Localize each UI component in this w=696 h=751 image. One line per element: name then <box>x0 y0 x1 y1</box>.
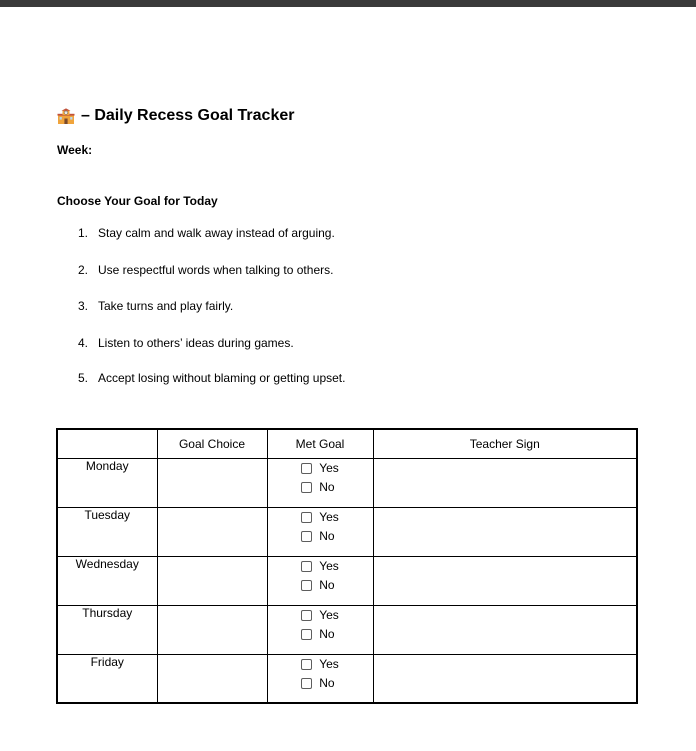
no-option[interactable] <box>301 527 339 546</box>
goal-text: Stay calm and walk away instead of arguing. <box>98 226 335 240</box>
goal-number: 4. <box>78 336 89 350</box>
goal-choice-cell[interactable] <box>157 556 267 605</box>
goal-list-item <box>57 299 577 314</box>
checkbox-icon[interactable] <box>301 512 312 523</box>
checkbox-icon[interactable] <box>301 482 312 493</box>
header-teacher-sign: Teacher Sign <box>373 429 637 458</box>
goal-text: Accept losing without blaming or getting upset. <box>98 371 346 385</box>
no-label: No <box>319 626 335 641</box>
goal-list-item <box>57 263 577 278</box>
day-cell: Tuesday <box>57 507 157 556</box>
yes-option[interactable] <box>301 606 339 625</box>
goal-list-item <box>57 336 577 351</box>
teacher-sign-cell[interactable] <box>373 605 637 654</box>
met-goal-options <box>301 606 339 644</box>
met-goal-cell <box>267 605 373 654</box>
yes-label: Yes <box>319 460 339 475</box>
day-cell: Friday <box>57 654 157 703</box>
goal-tracker-table <box>56 428 638 704</box>
yes-label: Yes <box>319 509 339 524</box>
goals-list <box>57 226 577 396</box>
school-icon <box>57 108 75 124</box>
no-option[interactable] <box>301 625 339 644</box>
no-label: No <box>319 528 335 543</box>
met-goal-options <box>301 459 339 497</box>
goal-number: 3. <box>78 299 89 313</box>
yes-option[interactable] <box>301 459 339 478</box>
yes-option[interactable] <box>301 557 339 576</box>
checkbox-icon[interactable] <box>301 580 312 591</box>
no-label: No <box>319 577 335 592</box>
table-header-row <box>57 429 637 458</box>
day-cell: Thursday <box>57 605 157 654</box>
met-goal-cell <box>267 507 373 556</box>
table-row <box>57 605 637 654</box>
table-row <box>57 654 637 703</box>
yes-option[interactable] <box>301 508 339 527</box>
goal-list-item <box>57 371 577 386</box>
table-row <box>57 458 637 507</box>
no-label: No <box>319 675 335 690</box>
checkbox-icon[interactable] <box>301 561 312 572</box>
teacher-sign-cell[interactable] <box>373 654 637 703</box>
met-goal-options <box>301 508 339 546</box>
goal-choice-cell[interactable] <box>157 458 267 507</box>
document-title <box>57 106 294 125</box>
day-cell: Wednesday <box>57 556 157 605</box>
document-title-text: – Daily Recess Goal Tracker <box>81 107 295 124</box>
checkbox-icon[interactable] <box>301 531 312 542</box>
met-goal-cell <box>267 654 373 703</box>
checkbox-icon[interactable] <box>301 463 312 474</box>
met-goal-cell <box>267 556 373 605</box>
no-label: No <box>319 479 335 494</box>
met-goal-options <box>301 655 339 693</box>
checkbox-icon[interactable] <box>301 678 312 689</box>
table-row <box>57 507 637 556</box>
no-option[interactable] <box>301 576 339 595</box>
goal-list-item <box>57 226 577 241</box>
window-top-bar <box>0 0 696 7</box>
yes-label: Yes <box>319 607 339 622</box>
checkbox-icon[interactable] <box>301 629 312 640</box>
goal-number: 2. <box>78 263 89 277</box>
goal-text: Listen to others’ ideas during games. <box>98 336 294 350</box>
met-goal-cell <box>267 458 373 507</box>
document-page <box>0 7 696 751</box>
yes-option[interactable] <box>301 655 339 674</box>
no-option[interactable] <box>301 674 339 693</box>
header-goal-choice: Goal Choice <box>157 429 267 458</box>
teacher-sign-cell[interactable] <box>373 556 637 605</box>
yes-label: Yes <box>319 656 339 671</box>
goal-choice-cell[interactable] <box>157 507 267 556</box>
checkbox-icon[interactable] <box>301 659 312 670</box>
goal-number: 5. <box>78 371 89 385</box>
goal-text: Take turns and play fairly. <box>98 299 234 313</box>
header-met-goal: Met Goal <box>267 429 373 458</box>
table-row <box>57 556 637 605</box>
checkbox-icon[interactable] <box>301 610 312 621</box>
header-empty <box>57 429 157 458</box>
met-goal-options <box>301 557 339 595</box>
goal-choice-cell[interactable] <box>157 654 267 703</box>
goal-choice-cell[interactable] <box>157 605 267 654</box>
day-cell: Monday <box>57 458 157 507</box>
goal-number: 1. <box>78 226 89 240</box>
week-label: Week: <box>57 143 93 157</box>
yes-label: Yes <box>319 558 339 573</box>
goal-text: Use respectful words when talking to others. <box>98 263 334 277</box>
no-option[interactable] <box>301 478 339 497</box>
goals-heading: Choose Your Goal for Today <box>57 194 218 208</box>
teacher-sign-cell[interactable] <box>373 507 637 556</box>
teacher-sign-cell[interactable] <box>373 458 637 507</box>
